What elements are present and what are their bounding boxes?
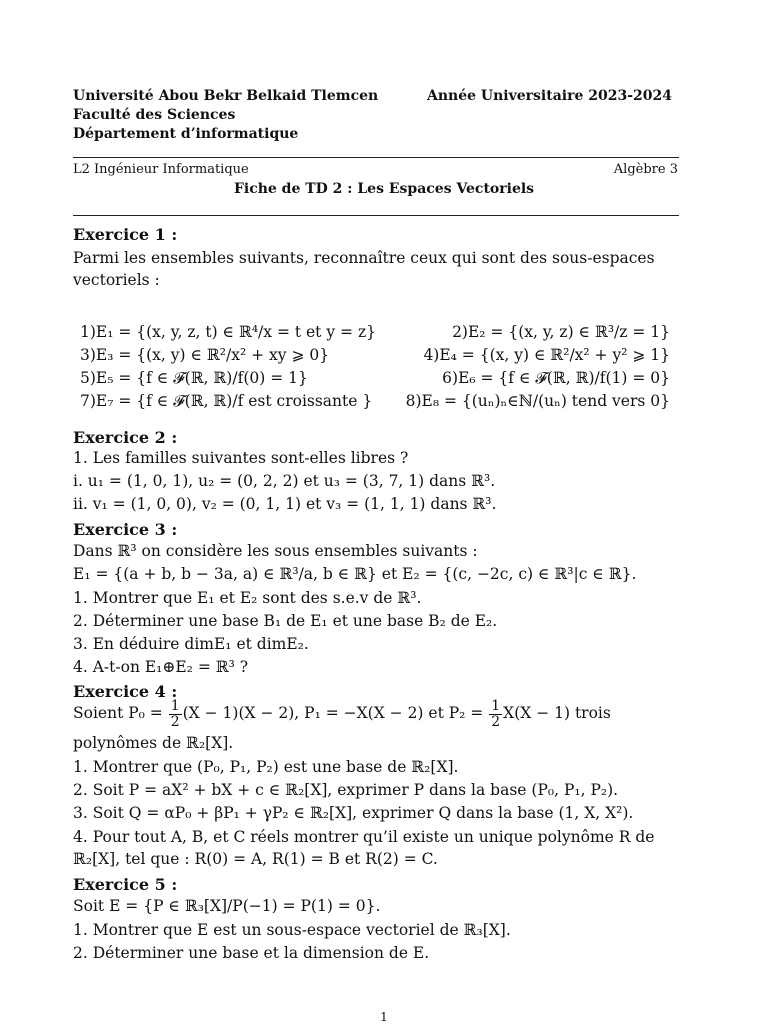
set-item: 8)E₈ = {(uₙ)ₙ∈ℕ/(uₙ) tend vers 0}: [405, 392, 670, 410]
exercise-2-family-ii: ii. v₁ = (1, 0, 0), v₂ = (0, 1, 1) et v₃ = (1, 1, 1) dans ℝ³.: [73, 495, 497, 513]
exercise-4-intro: [73, 698, 611, 728]
fraction-denominator: 2: [491, 713, 501, 730]
page-number: 1: [380, 1010, 388, 1024]
exercise-2-family-i: i. u₁ = (1, 0, 1), u₂ = (0, 2, 2) et u₃ = (3, 7, 1) dans ℝ³.: [73, 472, 496, 490]
department-name: Département d’informatique: [73, 126, 299, 142]
exercise-3-question-1: 1. Montrer que E₁ et E₂ sont des s.e.v de ℝ³.: [73, 589, 422, 607]
intro-text: Soient P₀ =: [73, 704, 168, 722]
exercise-4-title: Exercice 4 :: [73, 682, 178, 701]
fraction-numerator: 1: [491, 697, 501, 714]
set-row: [80, 367, 670, 390]
exercise-4-question-3: 3. Soit Q = αP₀ + βP₁ + γP₂ ∈ ℝ₂[X], exprimer Q dans la base (1, X, X²).: [73, 804, 634, 822]
course-level: L2 Ingénieur Informatique: [73, 162, 249, 177]
exercise-3-sets: E₁ = {(a + b, b − 3a, a) ∈ ℝ³/a, b ∈ ℝ} et E₂ = {(c, −2c, c) ∈ ℝ³|c ∈ ℝ}.: [73, 565, 637, 583]
exercise-4-question-4: 4. Pour tout A, B, et C réels montrer qu’il existe un unique polynôme R de ℝ₂[X], tel que : R(0) = A, R(1) = B et R(2) = C.: [73, 828, 655, 868]
set-item: 2)E₂ = {(x, y, z) ∈ ℝ³/z = 1}: [452, 323, 670, 341]
exercise-3-intro: Dans ℝ³ on considère les sous ensembles suivants :: [73, 542, 478, 560]
set-item: 1)E₁ = {(x, y, z, t) ∈ ℝ⁴/x = t et y = z}: [80, 323, 376, 341]
set-item: 6)E₆ = {f ∈ 𝓕(ℝ, ℝ)/f(1) = 0}: [442, 369, 670, 387]
top-divider: [73, 157, 679, 158]
set-item: 5)E₅ = {f ∈ 𝓕(ℝ, ℝ)/f(0) = 1}: [80, 369, 308, 387]
exercise-5-question-2: 2. Déterminer une base et la dimension de E.: [73, 944, 430, 962]
intro-text: (X − 1)(X − 2), P₁ = −X(X − 2) et P₂ =: [182, 704, 489, 722]
exercise-4-question-1: 1. Montrer que (P₀, P₁, P₂) est une base de ℝ₂[X].: [73, 758, 459, 776]
institution-block: [73, 87, 378, 144]
bottom-divider: [73, 215, 679, 216]
university-name: Université Abou Bekr Belkaid Tlemcen: [73, 88, 379, 104]
exercise-1-title: Exercice 1 :: [73, 225, 178, 244]
exercise-3-title: Exercice 3 :: [73, 520, 178, 539]
intro-text: X(X − 1) trois: [503, 704, 611, 722]
exercise-2-question-1: 1. Les familles suivantes sont-elles libres ?: [73, 449, 409, 467]
set-item: 7)E₇ = {f ∈ 𝓕(ℝ, ℝ)/f est croissante }: [80, 392, 373, 410]
set-row: [80, 390, 670, 413]
sheet-title: Fiche de TD 2 : Les Espaces Vectoriels: [233, 181, 535, 197]
exercise-4-intro-cont: polynômes de ℝ₂[X].: [73, 734, 234, 752]
exercise-3-question-4: 4. A-t-on E₁⊕E₂ = ℝ³ ?: [73, 658, 249, 676]
exercise-3-question-2: 2. Déterminer une base B₁ de E₁ et une base B₂ de E₂.: [73, 612, 498, 630]
fraction-denominator: 2: [170, 713, 180, 730]
exercise-3-question-3: 3. En déduire dimE₁ et dimE₂.: [73, 635, 309, 653]
exercise-1-sets: [80, 321, 670, 413]
exercise-5-intro: Soit E = {P ∈ ℝ₃[X]/P(−1) = P(1) = 0}.: [73, 897, 381, 915]
exercise-5-question-1: 1. Montrer que E est un sous-espace vectoriel de ℝ₃[X].: [73, 921, 511, 939]
course-subject: Algèbre 3: [613, 162, 678, 177]
one-half-fraction: [489, 699, 502, 730]
one-half-fraction: [169, 699, 182, 730]
set-row: [80, 321, 670, 344]
exercise-5-title: Exercice 5 :: [73, 875, 178, 894]
exercise-2-title: Exercice 2 :: [73, 428, 178, 447]
set-item: 4)E₄ = {(x, y) ∈ ℝ²/x² + y² ⩾ 1}: [423, 346, 670, 364]
academic-year: Année Universitaire 2023-2024: [427, 88, 672, 104]
faculty-name: Faculté des Sciences: [73, 107, 236, 123]
fraction-numerator: 1: [170, 697, 180, 714]
set-item: 3)E₃ = {(x, y) ∈ ℝ²/x² + xy ⩾ 0}: [80, 346, 330, 364]
exercise-1-intro: Parmi les ensembles suivants, reconnaître ceux qui sont des sous-espaces vectoriels :: [73, 249, 655, 289]
exercise-4-question-2: 2. Soit P = aX² + bX + c ∈ ℝ₂[X], exprimer P dans la base (P₀, P₁, P₂).: [73, 781, 619, 799]
set-row: [80, 344, 670, 367]
